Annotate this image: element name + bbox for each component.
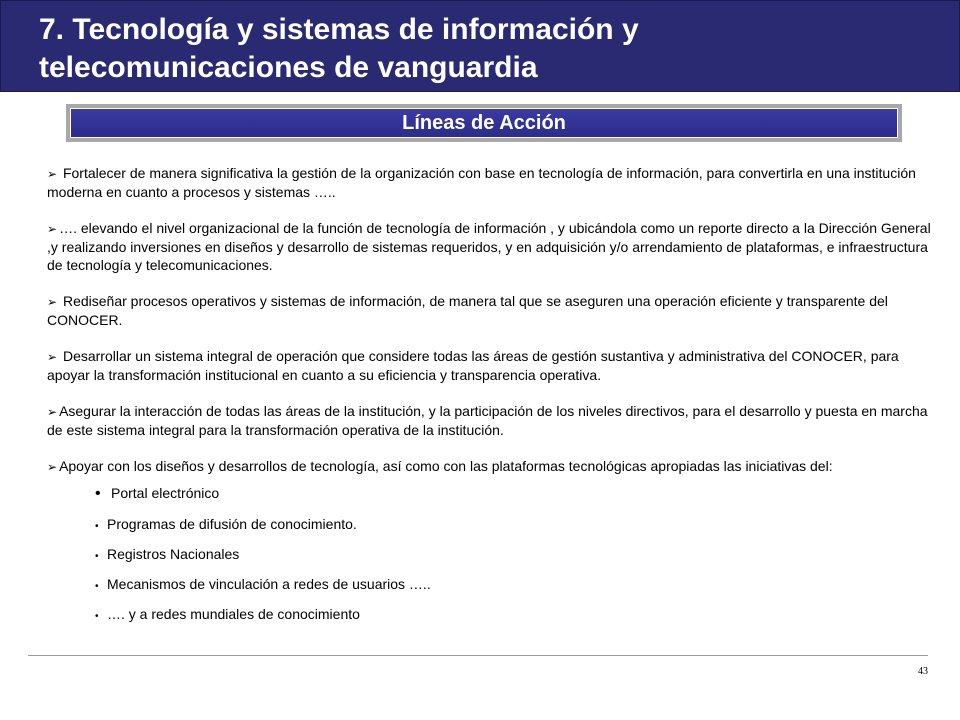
- section-banner: [66, 104, 902, 142]
- initiatives-list: [47, 484, 937, 626]
- initiative-item: [95, 605, 937, 626]
- bullet-dot-icon: •: [95, 551, 99, 562]
- initiative-text: Mecanismos de vinculación a redes de usuarios …..: [107, 576, 431, 592]
- action-item-3: [47, 292, 937, 329]
- initiative-item: [95, 515, 937, 536]
- action-item-text: Fortalecer de manera significativa la gestión de la organización con base en tecnología de información, para convertirla en una institución moderna en cuanto a procesos y sistemas …..: [47, 165, 916, 200]
- arrow-bullet-icon: ➢: [47, 460, 58, 474]
- action-item-6: [47, 457, 937, 476]
- action-item-text: Desarrollar un sistema integral de operación que considere todas las áreas de gestión sustantiva y administrativa del CONOCER, para apoyar la transformación institucional en cuanto a su eficiencia y transparencia operativa.: [47, 348, 899, 383]
- action-item-text: Apoyar con los diseños y desarrollos de tecnología, así como con las plataformas tecnológicas apropiadas las iniciativas del:: [59, 458, 833, 474]
- action-item-1: [47, 164, 937, 201]
- bullet-dot-icon: •: [95, 611, 99, 622]
- action-item-text: Rediseñar procesos operativos y sistemas de información, de manera tal que se aseguren una operación eficiente y transparente del CONOCER.: [47, 293, 888, 328]
- initiative-item: [95, 545, 937, 566]
- action-item-text: …. elevando el nivel organizacional de la función de tecnología de información , y ubicándola como un reporte directo a la Dirección General ,y realizando inversiones en diseños y desarrollo de sistemas requeridos, y en adquisición y/o arrendamiento de plataformas, e infraestructura de tecnología y telecomunicaciones.: [47, 220, 931, 273]
- slide-title-line-1: 7. Tecnología y sistemas de información y: [39, 13, 639, 46]
- initiative-text: Portal electrónico: [111, 485, 220, 501]
- section-title: Líneas de Acción: [70, 108, 898, 138]
- arrow-bullet-icon: ➢: [47, 405, 58, 419]
- arrow-bullet-icon: ➢: [47, 167, 58, 181]
- initiative-item: [95, 484, 937, 503]
- slide-header: [0, 0, 960, 92]
- initiative-item: [95, 575, 937, 596]
- arrow-bullet-icon: ➢: [47, 295, 58, 309]
- arrow-bullet-icon: ➢: [47, 350, 58, 364]
- arrow-bullet-icon: ➢: [47, 222, 58, 236]
- bullet-dot-icon: •: [95, 485, 101, 502]
- action-item-2: [47, 219, 937, 274]
- action-item-text: Asegurar la interacción de todas las áreas de la institución, y la participación de los niveles directivos, para el desarrollo y puesta en marcha de este sistema integral para la transformación operativa de la institución.: [47, 403, 928, 438]
- bullet-dot-icon: •: [95, 521, 99, 532]
- slide-title: [39, 11, 939, 87]
- action-lines-content: [47, 164, 937, 635]
- initiative-text: …. y a redes mundiales de conocimiento: [107, 606, 360, 622]
- initiative-text: Registros Nacionales: [107, 546, 240, 562]
- action-item-5: [47, 402, 937, 439]
- action-item-4: [47, 347, 937, 384]
- footer-divider: [28, 655, 928, 656]
- page-number: 43: [918, 666, 928, 677]
- bullet-dot-icon: •: [95, 581, 99, 592]
- initiative-text: Programas de difusión de conocimiento.: [107, 516, 357, 532]
- slide-title-line-2: telecomunicaciones de vanguardia: [39, 51, 538, 84]
